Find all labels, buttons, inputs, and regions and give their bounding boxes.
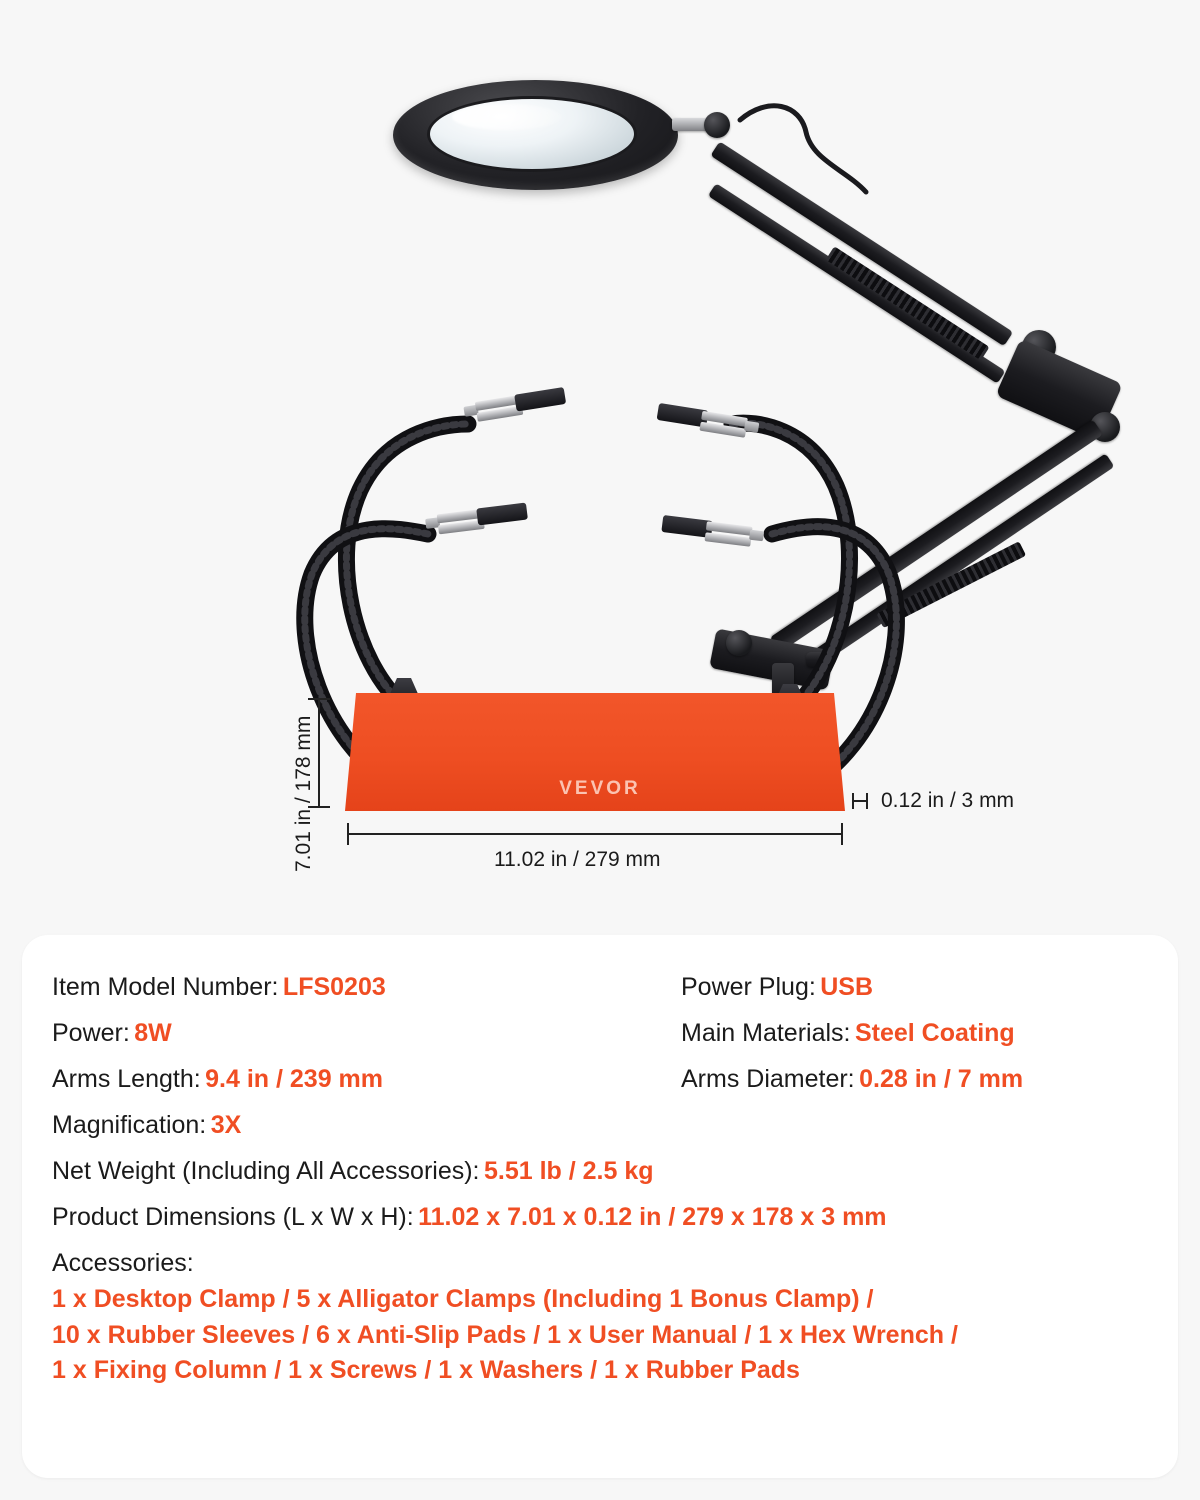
arm-base-clamp-knob xyxy=(806,652,832,668)
spec-value: LFS0203 xyxy=(282,973,386,1001)
accessories-block xyxy=(52,1249,1150,1389)
spec-value: 8W xyxy=(134,1019,172,1047)
accessories-line: 1 x Desktop Clamp / 5 x Alligator Clamps (Including 1 Bonus Clamp) / xyxy=(52,1285,874,1313)
spec-cell xyxy=(52,1019,601,1048)
clamp-insulator xyxy=(514,387,566,412)
arm-base-joint xyxy=(726,630,752,656)
spec-label: Power: xyxy=(52,1019,130,1047)
accessories-label: Accessories: xyxy=(52,1249,194,1277)
height-dim-tick-top xyxy=(308,698,330,700)
net-weight-row xyxy=(52,1157,1150,1186)
product-dimensions-label: Product Dimensions (L x W x H): xyxy=(52,1203,414,1231)
spec-value: USB xyxy=(820,973,874,1001)
lower-arm-bar-bottom xyxy=(786,453,1114,682)
clamp-insulator xyxy=(476,503,528,526)
spec-value: 0.28 in / 7 mm xyxy=(859,1065,1024,1093)
lens-glare xyxy=(452,104,562,130)
spec-value: 9.4 in / 239 mm xyxy=(205,1065,384,1093)
spec-cell xyxy=(601,973,1150,1002)
product-dimensions-value: 11.02 x 7.01 x 0.12 in / 279 x 178 x 3 mm xyxy=(418,1203,887,1231)
lower-arm-bar-top xyxy=(770,420,1103,653)
thickness-dim-tick-right xyxy=(866,793,868,809)
spec-cell xyxy=(601,1065,1150,1094)
width-dim-tick-right xyxy=(841,823,843,845)
spec-value: Steel Coating xyxy=(854,1019,1015,1047)
height-dim-line xyxy=(318,698,320,808)
spec-row xyxy=(52,1019,1150,1048)
spec-label: Power Plug: xyxy=(681,973,816,1001)
specifications-card xyxy=(22,935,1178,1478)
thickness-dim-tick-left xyxy=(852,793,854,809)
accessories-line: 10 x Rubber Sleeves / 6 x Anti-Slip Pads / 1 x User Manual / 1 x Hex Wrench / xyxy=(52,1320,958,1349)
lens-pivot-joint xyxy=(704,112,730,138)
spec-row xyxy=(52,973,1150,1002)
product-dimensions-row xyxy=(52,1203,1150,1232)
spec-label: Main Materials: xyxy=(681,1019,851,1047)
thickness-dim-label: 0.12 in / 3 mm xyxy=(881,789,1015,812)
upper-arm-bar-bottom xyxy=(708,183,1006,383)
spec-row xyxy=(52,1065,1150,1094)
spec-cell xyxy=(52,1111,601,1140)
width-dim-label: 11.02 in / 279 mm xyxy=(494,848,661,871)
clamp-pin xyxy=(749,530,764,542)
spec-label: Item Model Number: xyxy=(52,973,279,1001)
width-dim-tick-left xyxy=(347,823,349,845)
clamp-pin xyxy=(744,421,759,433)
spec-label: Arms Diameter: xyxy=(681,1065,855,1093)
net-weight-value: 5.51 lb / 2.5 kg xyxy=(483,1157,654,1185)
spec-row xyxy=(52,1111,1150,1140)
spec-value: 3X xyxy=(210,1111,242,1139)
height-dim-label: 7.01 in / 178 mm xyxy=(292,715,315,872)
net-weight-label: Net Weight (Including All Accessories): xyxy=(52,1157,480,1185)
spec-cell xyxy=(601,1019,1150,1048)
spec-label: Arms Length: xyxy=(52,1065,201,1093)
spec-cell-empty xyxy=(601,1111,1150,1140)
spec-label: Magnification: xyxy=(52,1111,207,1139)
spec-cell xyxy=(52,973,601,1002)
width-dim-line xyxy=(347,833,843,835)
base-brand-label: VEVOR xyxy=(559,778,641,799)
spec-cell xyxy=(52,1065,601,1094)
accessories-line: 1 x Fixing Column / 1 x Screws / 1 x Washers / 1 x Rubber Pads xyxy=(52,1356,800,1384)
upper-arm-bar-top xyxy=(710,141,1013,346)
